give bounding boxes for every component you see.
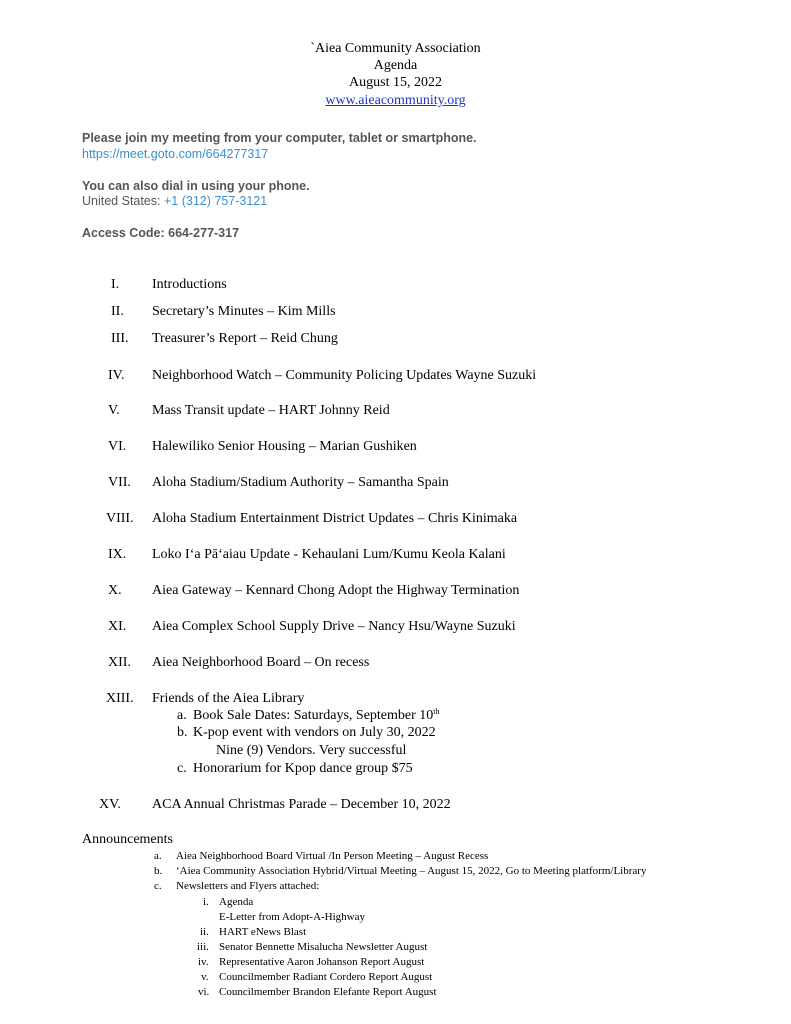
doc-type: Agenda: [373, 58, 418, 73]
attachment-item: Representative Aaron Johanson Report August: [219, 956, 425, 968]
agenda-num: VI.: [108, 439, 127, 454]
agenda-item-text: Friends of the Aiea Library: [152, 691, 305, 706]
attachment-label: ii.: [200, 926, 209, 938]
agenda-item-text: Aiea Neighborhood Board – On recess: [152, 655, 370, 670]
attachment-item: Councilmember Radiant Cordero Report August: [219, 971, 433, 983]
agenda-num: VIII.: [106, 511, 134, 526]
meeting-date: August 15, 2022: [349, 75, 442, 90]
attachment-label: iii.: [197, 941, 209, 953]
agenda-item-text: Introductions: [152, 277, 227, 292]
website-link[interactable]: www.aieacommunity.org: [325, 93, 466, 108]
attachment-label: vi.: [198, 986, 210, 998]
join-instructions: Please join my meeting from your computer, tablet or smartphone.: [82, 131, 477, 145]
library-book-sale: [193, 707, 440, 724]
agenda-num: VII.: [108, 475, 131, 490]
book-sale-text: Book Sale Dates: Saturdays, September 10: [193, 708, 434, 723]
ordinal-suffix: th: [433, 707, 440, 716]
attachment-item: Agenda: [219, 896, 254, 908]
announcement-label: a.: [154, 850, 162, 862]
agenda-num: IX.: [108, 547, 127, 562]
attachment-item: Councilmember Brandon Elefante Report August: [219, 986, 437, 998]
agenda-num: I.: [111, 277, 120, 292]
attachment-label: v.: [201, 971, 209, 983]
sub-label: a.: [177, 708, 187, 723]
join-url[interactable]: https://meet.goto.com/664277317: [82, 147, 269, 161]
agenda-item-text: Neighborhood Watch – Community Policing Updates Wayne Suzuki: [152, 368, 537, 383]
org-title: `Aiea Community Association: [310, 41, 481, 56]
agenda-item-text: Halewiliko Senior Housing – Marian Gushiken: [152, 439, 417, 454]
dial-instructions: You can also dial in using your phone.: [82, 179, 310, 193]
agenda-num: X.: [108, 583, 122, 598]
announcement-label: b.: [154, 865, 163, 877]
agenda-item-text: Secretary’s Minutes – Kim Mills: [152, 304, 336, 319]
announcements-heading: Announcements: [82, 832, 173, 847]
announcement-label: c.: [154, 880, 162, 892]
dial-number[interactable]: +1 (312) 757-3121: [164, 194, 268, 208]
agenda-num: XV.: [99, 797, 121, 812]
agenda-item-text: Treasurer’s Report – Reid Chung: [152, 331, 338, 346]
agenda-num: IV.: [108, 368, 125, 383]
agenda-item-text: Aiea Complex School Supply Drive – Nancy Hsu/Wayne Suzuki: [152, 619, 516, 634]
agenda-item-text: Mass Transit update – HART Johnny Reid: [152, 403, 390, 418]
agenda-item-text: Aloha Stadium/Stadium Authority – Samantha Spain: [152, 475, 449, 490]
library-kpop-event: K-pop event with vendors on July 30, 2022: [193, 725, 436, 740]
agenda-num: III.: [111, 331, 129, 346]
dial-country: United States:: [82, 194, 164, 208]
agenda-num: XI.: [108, 619, 127, 634]
announcement-item: Aiea Neighborhood Board Virtual /In Person Meeting – August Recess: [176, 850, 489, 862]
attachment-label: i.: [203, 896, 209, 908]
dial-line: [82, 194, 267, 209]
agenda-num: XII.: [108, 655, 131, 670]
sub-label: b.: [177, 725, 188, 740]
announcement-item: ‘Aiea Community Association Hybrid/Virtual Meeting – August 15, 2022, Go to Meeting platform/Library: [176, 865, 647, 877]
attachment-item: HART eNews Blast: [219, 926, 307, 938]
attachment-label: iv.: [198, 956, 209, 968]
agenda-item-text: Aiea Gateway – Kennard Chong Adopt the Highway Termination: [152, 583, 520, 598]
agenda-item-text: ACA Annual Christmas Parade – December 10, 2022: [152, 797, 451, 812]
sub-label: c.: [177, 761, 187, 776]
attachment-item: Senator Bennette Misalucha Newsletter August: [219, 941, 428, 953]
agenda-item-text: Aloha Stadium Entertainment District Updates – Chris Kinimaka: [152, 511, 518, 526]
website-link-row: [0, 92, 791, 109]
agenda-num: II.: [111, 304, 124, 319]
attachment-item: E-Letter from Adopt-A-Highway: [219, 911, 366, 923]
announcement-item: Newsletters and Flyers attached:: [176, 880, 320, 892]
library-kpop-note: Nine (9) Vendors. Very successful: [216, 743, 407, 758]
access-code: Access Code: 664-277-317: [82, 226, 240, 240]
agenda-num: V.: [108, 403, 120, 418]
agenda-item-text: Loko Iʻa Pāʻaiau Update - Kehaulani Lum/Kumu Keola Kalani: [152, 547, 506, 562]
library-honorarium: Honorarium for Kpop dance group $75: [193, 761, 413, 776]
agenda-num: XIII.: [106, 691, 134, 706]
